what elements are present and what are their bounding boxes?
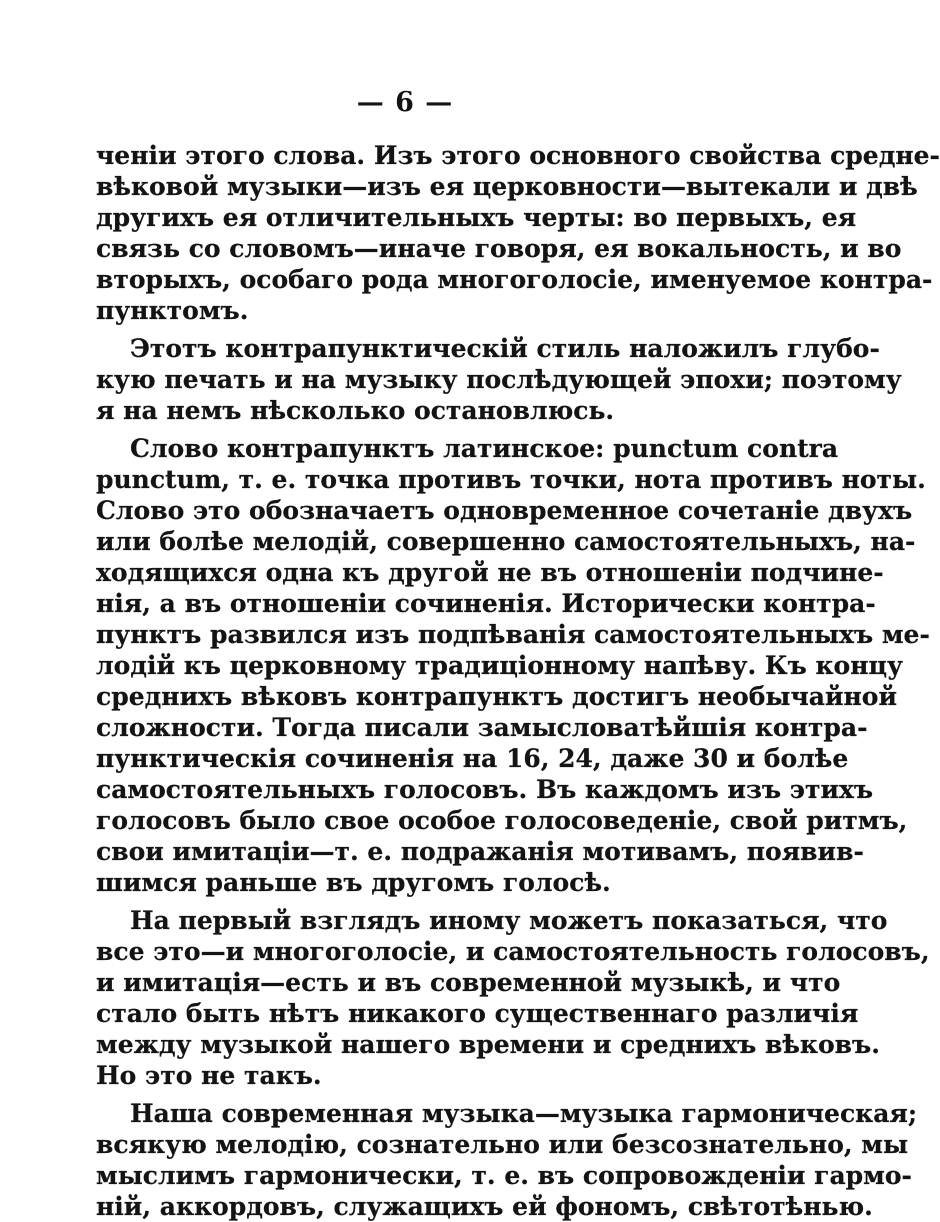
text-line: Наша современная музыка—музыка гармоническая; bbox=[130, 1099, 918, 1128]
text-line: ходящихся одна къ другой не въ отношеніи подчине- bbox=[96, 558, 884, 587]
text-line: пунктическія сочиненія на 16, 24, даже 30 и болѣе bbox=[96, 744, 849, 773]
text-line: сложности. Тогда писали замысловатѣйшія контра- bbox=[96, 713, 868, 742]
text-line: Но это не такъ. bbox=[96, 1061, 322, 1090]
text-line: между музыкой нашего времени и среднихъ вѣковъ. bbox=[96, 1030, 880, 1059]
page-number: — 6 — bbox=[356, 87, 454, 118]
text-line: мыслимъ гармонически, т. е. въ сопровожденіи гармо- bbox=[96, 1161, 912, 1190]
text-line: все это—и многоголосіе, и самостоятельность голосовъ, bbox=[96, 937, 930, 966]
text-line: вѣковой музыки—изъ ея церковности—вытекали и двѣ bbox=[96, 172, 918, 201]
paragraph bbox=[96, 433, 930, 898]
paragraph bbox=[96, 1098, 918, 1222]
paragraph bbox=[96, 140, 940, 326]
text-line: вторыхъ, особаго рода многоголосіе, именуемое контра- bbox=[96, 265, 933, 294]
text-line: свои имитаціи—т. е. подражанія мотивамъ, появив- bbox=[96, 837, 864, 866]
text-line: Этотъ контрапунктическій стиль наложилъ глубо- bbox=[130, 334, 880, 363]
text-line: другихъ ея отличительныхъ черты: во первыхъ, ея bbox=[96, 203, 857, 232]
text-line: среднихъ вѣковъ контрапунктъ достигъ необычайной bbox=[96, 682, 898, 711]
text-line: нія, а въ отношеніи сочиненія. Исторически контра- bbox=[96, 589, 876, 618]
paragraph-gap bbox=[96, 426, 716, 433]
text-line: стало быть нѣтъ никакого существеннаго различія bbox=[96, 999, 859, 1028]
text-line: голосовъ было свое особое голосоведеніе, свой ритмъ, bbox=[96, 806, 908, 835]
text-line: связь со словомъ—иначе говоря, ея вокальность, и во bbox=[96, 234, 902, 263]
text-line: Слово это обозначаетъ одновременное сочетаніе двухъ bbox=[96, 496, 913, 525]
paragraph bbox=[96, 333, 902, 426]
text-line: самостоятельныхъ голосовъ. Въ каждомъ изъ этихъ bbox=[96, 775, 874, 804]
text-line: пунктъ развился изъ подпѣванія самостоятельныхъ ме- bbox=[96, 620, 930, 649]
text-line: punctum, т. е. точка противъ точки, нота противъ ноты. bbox=[96, 465, 926, 494]
text-line: я на немъ нѣсколько остановлюсь. bbox=[96, 396, 615, 425]
text-line: пунктомъ. bbox=[96, 296, 249, 325]
text-line: шимся раньше въ другомъ голосѣ. bbox=[96, 868, 611, 897]
text-line: лодій къ церковному традиціонному напѣву. Къ концу bbox=[96, 651, 903, 680]
text-line: На первый взглядъ иному можетъ показаться, что bbox=[130, 906, 888, 935]
text-line: всякую мелодію, сознательно или безсознательно, мы bbox=[96, 1130, 909, 1159]
text-line: Слово контрапунктъ латинское: punctum contra bbox=[130, 434, 839, 463]
text-line: ній, аккордовъ, служащихъ ей фономъ, свѣтотѣнью. bbox=[96, 1192, 873, 1221]
text-line: ченіи этого слова. Изъ этого основного свойства средне- bbox=[96, 141, 940, 170]
text-line: и имитація—есть и въ современной музыкѣ, и что bbox=[96, 968, 841, 997]
paragraph-gap bbox=[96, 898, 716, 905]
paragraph-gap bbox=[96, 1091, 716, 1098]
text-line: кую печать и на музыку послѣдующей эпохи; поэтому bbox=[96, 365, 902, 394]
text-line: или болѣе мелодій, совершенно самостоятельныхъ, на- bbox=[96, 527, 916, 556]
paragraph-gap bbox=[96, 326, 716, 333]
body-text bbox=[96, 140, 940, 1222]
paragraph bbox=[96, 905, 930, 1091]
